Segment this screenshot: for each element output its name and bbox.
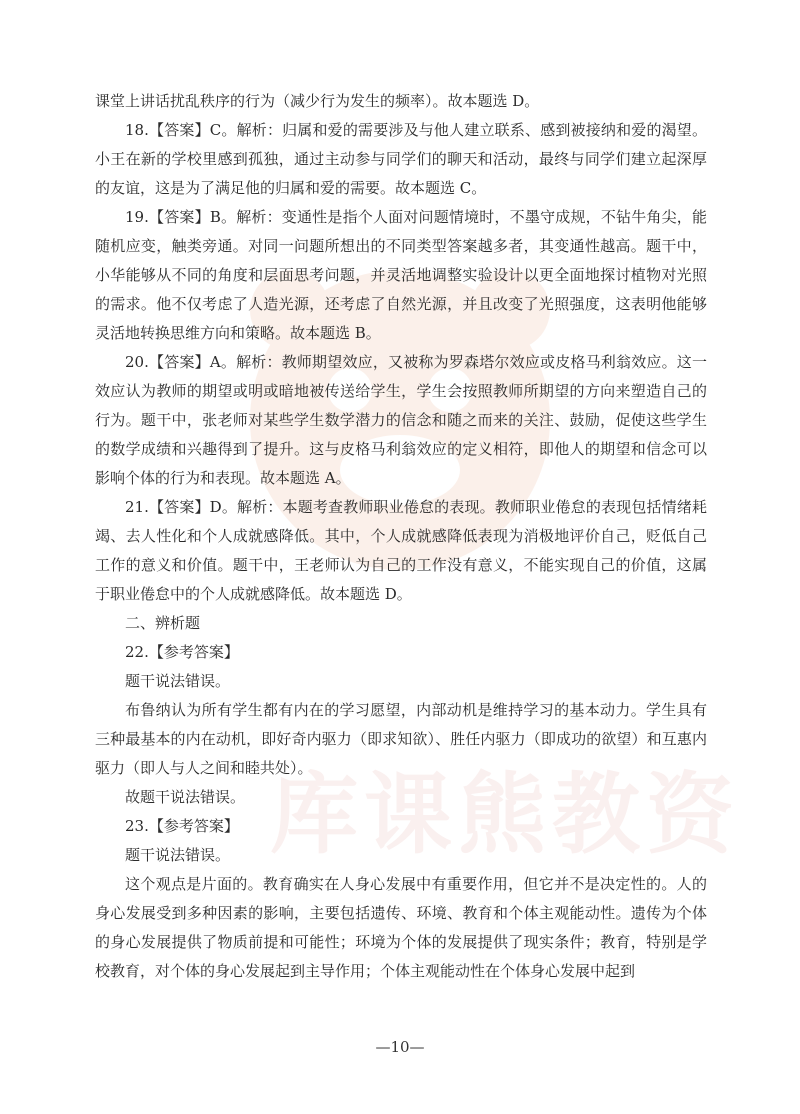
paragraph: 19.【答案】B。解析：变通性是指个人面对问题情境时，不墨守成规，不钻牛角尖，能随机应变，触类旁通。对同一问题所想出的不同类型答案越多者，其变通性越高。题干中，小华能够从不同的角度和层面思考问题，并灵活地调整实验设计以更全面地探讨植物对光照的需求。他不仅考虑了人造光源，还考虑了自然光源，并且改变了光照强度，这表明他能够灵活地转换思维方向和策略。故本题选 B。: [95, 208, 707, 342]
paragraph: 题干说法错误。: [125, 846, 231, 864]
paragraph: 22.【参考答案】: [125, 643, 239, 661]
paragraph: 这个观点是片面的。教育确实在人身心发展中有重要作用，但它并不是决定性的。人的身心发展受到多种因素的影响，主要包括遗传、环境、教育和个体主观能动性。遗传为个体的身心发展提供了物质前提和可能性；环境为个体的发展提供了现实条件；教育，特别是学校教育，对个体的身心发展起到主导作用；个体主观能动性在个体身心发展中起到: [95, 875, 707, 980]
page-number: —10—: [375, 1038, 425, 1056]
paragraph: 21.【答案】D。解析：本题考查教师职业倦怠的表现。教师职业倦怠的表现包括情绪耗竭、去人性化和个人成就感降低。其中，个人成就感降低表现为消极地评价自己，贬低自己工作的意义和价值。题干中，王老师认为自己的工作没有意义，不能实现自己的价值，这属于职业倦怠中的个人成就感降低。故本题选 D。: [95, 498, 707, 603]
paragraph: 题干说法错误。: [125, 672, 231, 690]
brand-watermark: 库课熊教资: [270, 763, 741, 866]
paragraph: 23.【参考答案】: [125, 817, 239, 835]
paragraph: 20.【答案】A。解析：教师期望效应，又被称为罗森塔尔效应或皮格马利翁效应。这一效应认为教师的期望或明或暗地被传送给学生，学生会按照教师所期望的方向来塑造自己的行为。题干中，张老师对某些学生数学潜力的信念和随之而来的关注、鼓励，促使这些学生的数学成绩和兴趣得到了提升。这与皮格马利翁效应的定义相符，即他人的期望和信念可以影响个体的行为和表现。故本题选 A。: [95, 353, 707, 487]
paragraph: 布鲁纳认为所有学生都有内在的学习愿望，内部动机是维持学习的基本动力。学生具有三种最基本的内在动机，即好奇内驱力（即求知欲）、胜任内驱力（即成功的欲望）和互惠内驱力（即人与人之间和睦共处）。: [95, 701, 707, 777]
paragraph: 故题干说法错误。: [125, 788, 246, 806]
paragraph: 课堂上讲话扰乱秩序的行为（减少行为发生的频率）。故本题选 D。: [95, 92, 540, 110]
paragraph: 二、辨析题: [125, 614, 201, 632]
paragraph: 18.【答案】C。解析：归属和爱的需要涉及与他人建立联系、感到被接纳和爱的渴望。小王在新的学校里感到孤独，通过主动参与同学们的聊天和活动，最终与同学们建立起深厚的友谊，这是为了满足他的归属和爱的需要。故本题选 C。: [95, 121, 707, 197]
document-body: [95, 87, 707, 986]
